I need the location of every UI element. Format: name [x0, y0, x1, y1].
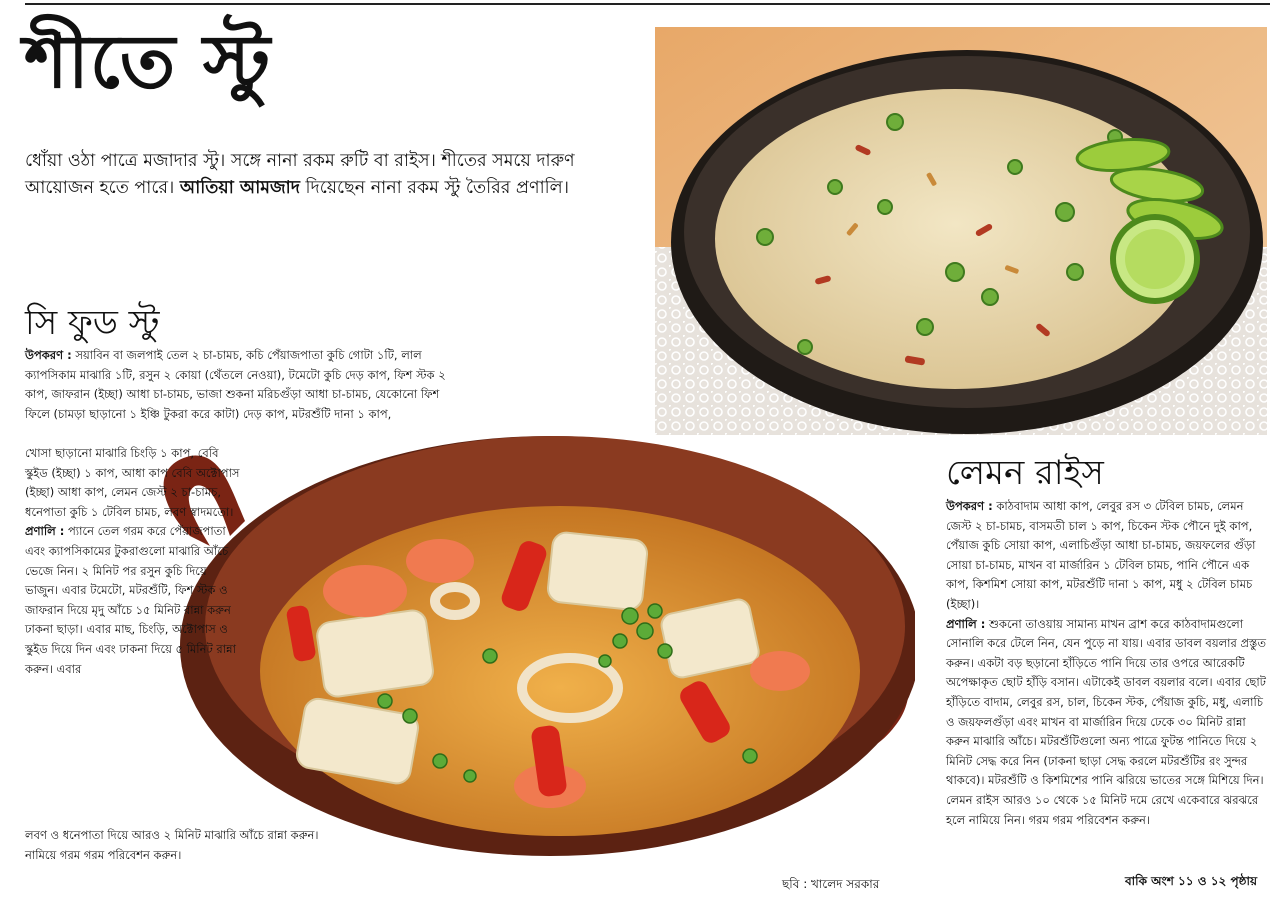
- seafood-ingredients-label: উপকরণ :: [25, 348, 72, 362]
- seafood-method-label: প্রণালি :: [25, 524, 65, 539]
- seafood-method-end: লবণ ও ধনেপাতা দিয়ে আরও ২ মিনিট মাঝারি আঁচে রান্না করুন। নামিয়ে গরম গরম পরিবেশন করুন।: [25, 828, 319, 862]
- lemon-ingredients-text: কাঠবাদাম আধা কাপ, লেবুর রস ৩ টেবিল চামচ, লেমন জেস্ট ২ চা-চামচ, বাসমতী চাল ১ কাপ, চিকেন স্টক পৌনে দুই কাপ, পেঁয়াজ কুচি সোয়া কাপ, এলাচিগুঁড়া আধা চা-চামচ, জয়ফলের গুঁড়া সোয়া চা-চামচ, মাখন বা মার্জারিন ১ টেবিল চামচ, পানি পৌনে এক কাপ, কিশমিশ সোয়া কাপ, মটরশুঁটি দানা ১ কাপ, মধু ২ টেবিল চামচ (ইচ্ছা)।: [946, 499, 1256, 611]
- seafood-ingredients-continued: খোসা ছাড়ানো মাঝারি চিংড়ি ১ কাপ, বেবি স্কুইড (ইচ্ছা) ১ কাপ, আধা কাপ বেবি অক্টোপাস (ইচ্ছা) আধা কাপ, লেমন জেস্ট ২ চা-চামচ, ধনেপাতা কুচি ১ টেবিল চামচ, লবণ স্বাদমতো।: [25, 446, 240, 519]
- lemon-method-text: শুকনো তাওয়ায় সামান্য মাখন ব্রাশ করে কাঠবাদামগুলো সোনালি করে টেলে নিন, যেন পুড়ে না যায়। এবার ডাবল বয়লার প্রস্তুত করুন। একটা বড় ছড়ানো হাঁড়িতে পানি দিয়ে তার ওপরে আরেকটি অপেক্ষাকৃত ছোট হাঁড়ি বসান। এটাকেই ডাবল বয়লার বলে। এবার ছোট হাঁড়িতে বাদাম, লেবুর রস, চাল, চিকেন স্টক, পেঁয়াজ কুচি, মধু, এলাচি ও জয়ফলগুঁড়া এবং মাখন বা মার্জারিন দিয়ে ঢেকে ৩০ মিনিট রান্না করুন মাঝারি আঁচে। মটরশুঁটিগুলো অন্য পাত্রে ফুটন্ত পানিতে দিয়ে ২ মিনিট সেদ্ধ করে নিন (ঢাকনা ছাড়া সেদ্ধ করলে মটরশুঁটির রং সুন্দর থাকবে)। মটরশুঁটি ও কিশমিশের পানি ঝরিয়ে ভাতের সঙ্গে মিশিয়ে দিন। লেমন রাইস আরও ১০ থেকে ১৫ মিনিট দমে রেখে একেবারে ঝরঝরে হলে নামিয়ে নিন। গরম গরম পরিবেশন করুন।: [946, 616, 1266, 827]
- article-intro: [25, 148, 625, 202]
- seafood-column: [25, 444, 240, 679]
- lemon-ingredients-label: উপকরণ :: [946, 499, 993, 513]
- intro-text-end: দিয়েছেন নানা রকম স্টু তৈরির প্রণালি।: [299, 178, 569, 198]
- lemon-rice-photo: [655, 27, 1267, 435]
- photo-credit: ছবি : খালেদ সরকার: [782, 877, 880, 891]
- continued-note: বাকি অংশ ১১ ও ১২ পৃষ্ঠায়: [1125, 874, 1258, 888]
- lemon-rice-recipe: [946, 497, 1271, 830]
- top-rule: [25, 3, 1270, 5]
- seafood-ingredients-text: সয়াবিন বা জলপাই তেল ২ চা-চামচ, কচি পেঁয়াজপাতা কুচি গোটা ১টি, লাল ক্যাপসিকাম মাঝারি ১টি, রসুন ২ কোয়া (থেঁতলে নেওয়া), টমেটো কুচি দেড় কাপ, ফিশ স্টক ২ কাপ, জাফরান (ইচ্ছা) আধা চা-চামচ, ভাজা শুকনা মরিচগুঁড়া আধা চা-চামচ, যেকোনো ফিশ ফিলে (চামড়া ছাড়ানো ১ ইঞ্চি টুকরা করে কাটা) দেড় কাপ, মটরশুঁটি দানা ১ কাপ,: [25, 348, 446, 421]
- seafood-method: [25, 522, 240, 679]
- seafood-stew-title: সি ফুড স্টু: [25, 303, 160, 343]
- author-name: আতিয়া আমজাদ: [179, 178, 300, 198]
- seafood-method-text: প্যানে তেল গরম করে পেঁয়াজপাতা এবং ক্যাপসিকামের টুকরাগুলো মাঝারি আঁচে ভেজে নিন। ২ মিনিট পর রসুন কুচি দিয়ে ভাজুন। এবার টমেটো, মটরশুঁটি, ফিশ স্টক ও জাফরান দিয়ে মৃদু আঁচে ১৫ মিনিট রান্না করুন ঢাকনা ছাড়া। এবার মাছ, চিংড়ি, অক্টোপাস ও স্কুইড দিয়ে দিন এবং ঢাকনা দিয়ে ৫ মিনিট রান্না করুন। এবার: [25, 524, 236, 676]
- lemon-method-label: প্রণালি :: [946, 616, 986, 631]
- lemon-rice-method: [946, 615, 1271, 831]
- seafood-stew-photo: [150, 426, 915, 871]
- article-title: শীতে স্টু: [24, 19, 272, 105]
- intro-text: ধোঁয়া ওঠা পাত্রে মজাদার স্টু। সঙ্গে নানা রকম রুটি বা রাইস। শীতের সময়ে দারুণ আয়োজন হতে পারে।: [25, 151, 575, 198]
- lemon-rice-title: লেমন রাইস: [946, 453, 1104, 493]
- lemon-rice-ingredients: [946, 497, 1271, 615]
- seafood-ingredients: [25, 346, 450, 424]
